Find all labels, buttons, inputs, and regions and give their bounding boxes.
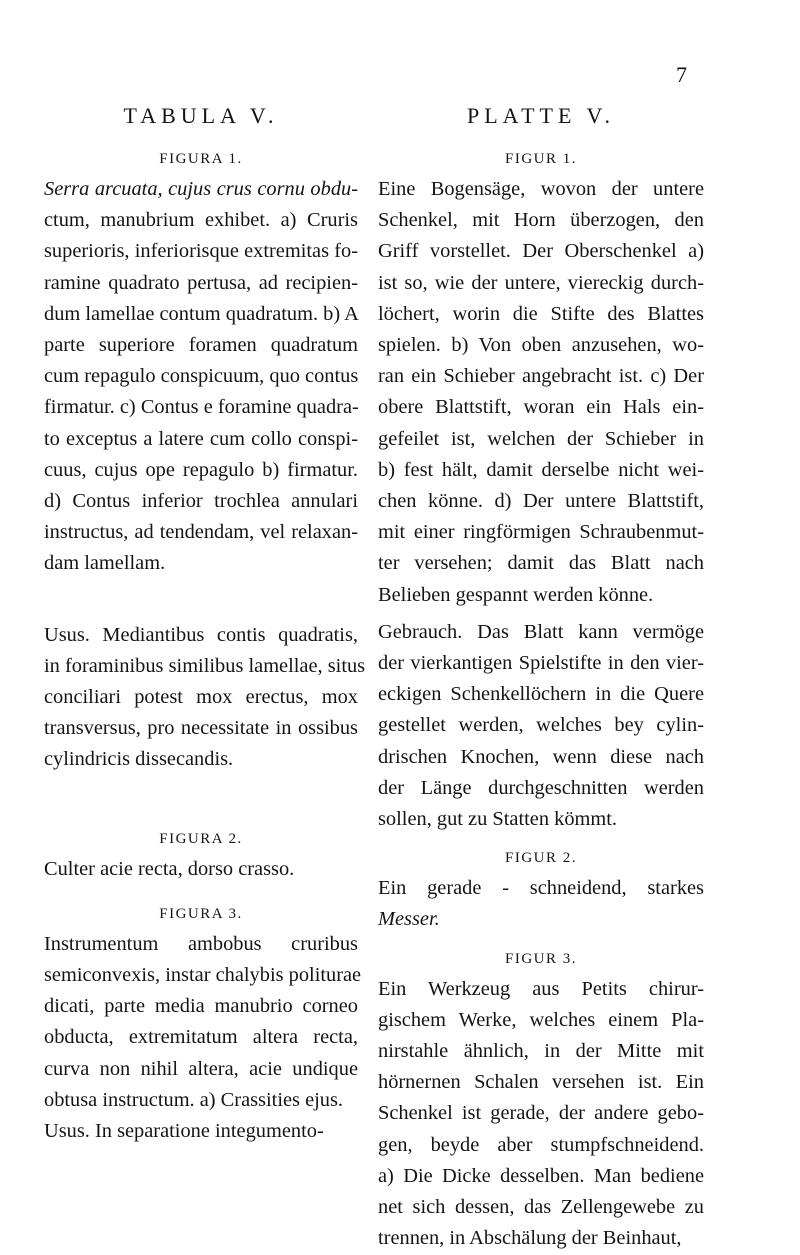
german-figure-1-text <box>378 174 704 611</box>
text-line: chen könne. d) Der untere Blattstift, <box>378 490 704 513</box>
german-figure-3-heading: FIGUR 3. <box>504 950 577 967</box>
text-line: ctum, manubrium exhibet. a) Cruris <box>44 209 358 232</box>
page-number: 7 <box>676 62 687 87</box>
text-line: in foraminibus similibus lamellae, situs <box>44 654 366 677</box>
text-line: dam lamellam. <box>44 552 166 575</box>
text-line: der vierkantigen Spielstifte in den vier- <box>378 652 704 675</box>
text-line: transversus, pro necessitate in ossibus <box>44 717 358 740</box>
text-line: to exceptus a latere cum collo conspi- <box>44 427 358 450</box>
text-line: Eine Bogensäge, wovon der untere <box>378 178 704 200</box>
german-figure-2-text <box>378 873 704 935</box>
latin-figure-2-text <box>44 854 358 885</box>
text-line: Usus. Mediantibus contis quadratis, <box>44 623 358 646</box>
german-figure-2-heading: FIGUR 2. <box>504 850 577 867</box>
german-figure-3-text <box>378 974 704 1255</box>
text-line: Schenkel ist gerade, der andere gebo- <box>378 1102 704 1125</box>
text-line: nirstahle ähnlich, in der Mitte mit <box>378 1040 704 1063</box>
text-line: Serra arcuata, cujus crus cornu obdu- <box>44 178 358 200</box>
german-column <box>378 96 704 1255</box>
text-line: Belieben gespannt werden könne. <box>378 583 654 606</box>
text-line: Culter acie recta, dorso crasso. <box>44 857 295 880</box>
text-line: gischem Werke, welches einem Pla- <box>378 1008 704 1031</box>
text-line: ramine quadrato pertusa, ad recipien- <box>44 271 358 294</box>
text-line: sollen, gut zu Statten kömmt. <box>378 808 618 831</box>
text-line: dum lamellae contum quadratum. b) A <box>44 302 359 325</box>
text-line: b) fest hält, damit derselbe nicht wei- <box>378 458 704 481</box>
text-line: spielen. b) Von oben anzusehen, wo- <box>378 334 704 357</box>
text-line: Gebrauch. Das Blatt kann vermöge <box>378 620 704 643</box>
text-line: dicati, parte media manubrio corneo <box>44 995 358 1018</box>
text-line: Messer. <box>378 908 440 931</box>
text-line: cylindricis dissecandis. <box>44 748 234 771</box>
text-line: obtusa instructum. a) Crassities ejus. <box>44 1088 344 1111</box>
text-line: firmatur. c) Contus e foramine quadra- <box>44 396 359 419</box>
text-line: d) Contus inferior trochlea annulari <box>44 490 358 513</box>
text-line: drischen Knochen, wenn diese nach <box>378 745 704 768</box>
text-line: der Länge durchgeschnitten werden <box>378 776 704 799</box>
text-line: mit einer ringförmigen Schraubenmut- <box>378 521 704 544</box>
latin-plate-heading: TABULA V. <box>123 103 279 128</box>
text-line: löchert, worin die Stifte des Blattes <box>378 302 704 325</box>
text-line: obducta, extremitatum altera recta, <box>44 1026 358 1049</box>
german-figure-1-heading: FIGUR 1. <box>504 151 577 167</box>
german-gebrauch-1-text <box>378 617 704 835</box>
text-line: curva non nihil altera, acie undique <box>44 1057 358 1080</box>
text-line: ist so, wie der untere, viereckig durch- <box>378 271 704 294</box>
text-line: net sich dessen, das Zellengewebe zu <box>378 1196 704 1219</box>
text-line: Instrumentum ambobus cruribus <box>44 932 358 955</box>
text-line: obere Blattstift, woran ein Hals ein- <box>378 396 704 419</box>
text-line: conciliari potest mox erectus, mox <box>44 686 358 709</box>
latin-figure-1-heading: FIGURA 1. <box>159 151 243 167</box>
text-line: instructus, ad tendendam, vel relaxan- <box>44 521 358 544</box>
text-line: gefeilet ist, welchen der Schieber in <box>378 427 704 450</box>
text-line: cuus, cujus ope repagulo b) firmatur. <box>44 458 358 481</box>
latin-figure-3-text <box>44 929 362 1147</box>
text-line: parte superiore foramen quadratum <box>44 334 358 357</box>
text-line: a) Die Dicke desselben. Man bediene <box>378 1164 704 1187</box>
latin-figure-1-text <box>44 174 358 580</box>
text-line: Usus. In separatione integumento- <box>44 1120 324 1143</box>
text-line: trennen, in Abschälung der Beinhaut, <box>378 1227 682 1250</box>
latin-usus-1-text <box>44 620 366 776</box>
text-line: superioris, inferiorisque extremitas fo- <box>44 240 358 263</box>
text-line: eckigen Schenkellöchern in die Quere <box>378 683 704 706</box>
latin-figure-2-heading: FIGURA 2. <box>159 830 243 847</box>
text-line: gestellet werden, welches bey cylin- <box>378 714 704 737</box>
latin-column <box>44 96 366 1147</box>
latin-figure-3-heading: FIGURA 3. <box>159 905 243 922</box>
text-line: ran ein Schieber angebracht ist. c) Der <box>378 365 704 388</box>
text-line: ter versehen; damit das Blatt nach <box>378 552 704 575</box>
text-line: Ein Werkzeug aus Petits chirur- <box>378 977 704 1000</box>
text-line: Griff vorstellet. Der Oberschenkel a) <box>378 240 704 263</box>
text-line: cum repagulo conspicuum, quo contus <box>44 365 359 388</box>
text-line: hörnernen Schalen versehen ist. Ein <box>378 1071 704 1094</box>
text-line: Ein gerade - schneidend, starkes <box>378 877 704 900</box>
text-line: Schenkel, mit Horn überzogen, den <box>378 209 704 232</box>
text-line: semiconvexis, instar chalybis politurae <box>44 964 362 987</box>
german-plate-heading: PLATTE V. <box>466 103 616 128</box>
text-line: gen, beyde aber stumpfschneidend. <box>378 1133 704 1156</box>
